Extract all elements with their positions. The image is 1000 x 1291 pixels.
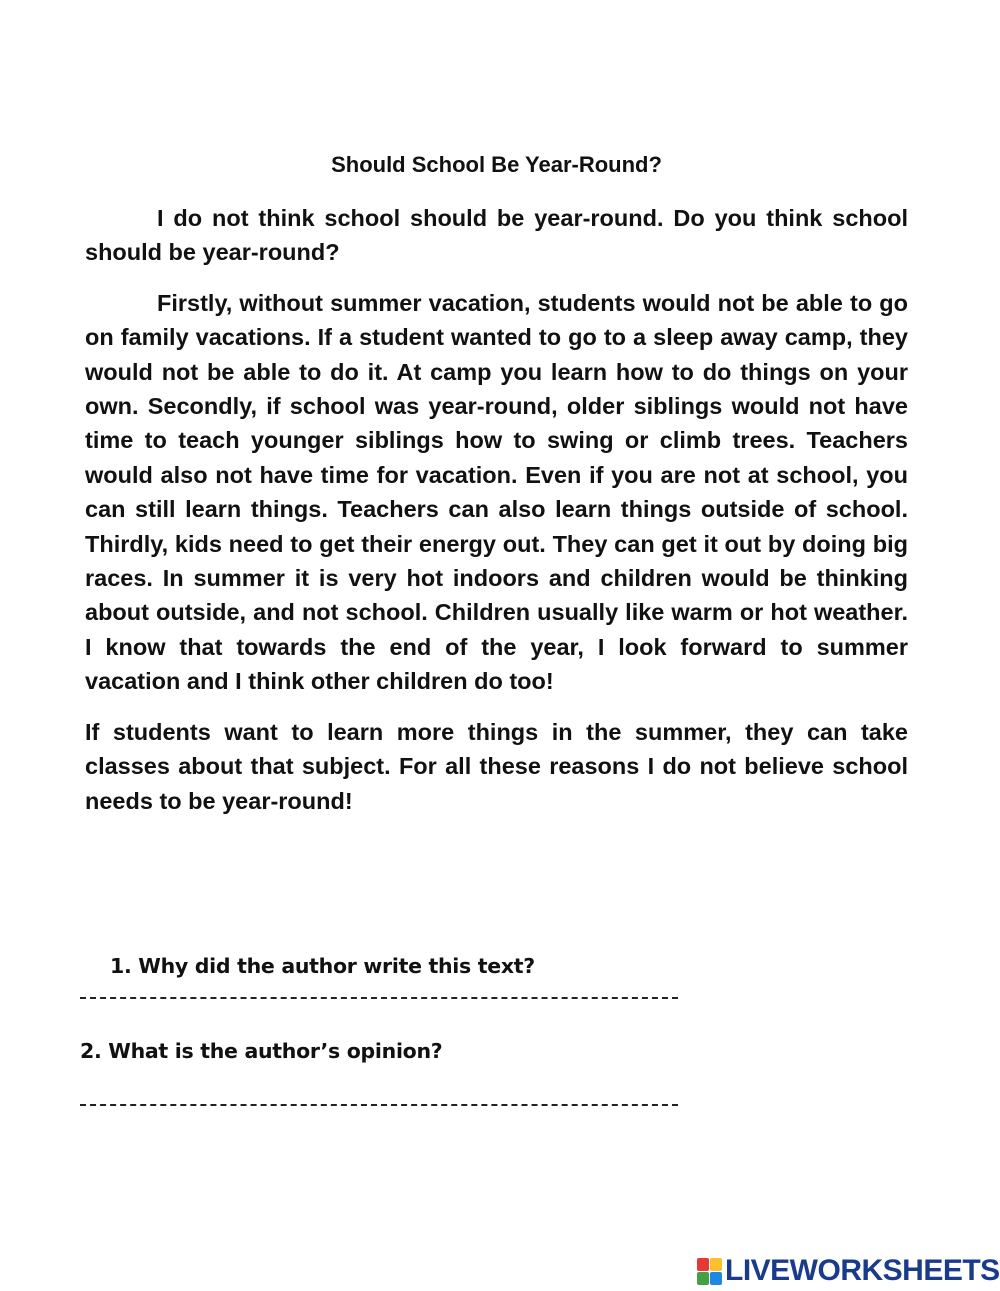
cube-logo-icon xyxy=(697,1258,721,1284)
logo-block xyxy=(697,1272,709,1285)
logo-text: LIVEWORKSHEETS xyxy=(725,1254,1000,1287)
paragraph-body: Firstly, without summer vacation, students would not be able to go on family vacations. If a student wanted to go to a sleep away camp, they would not be able to do it. At camp you learn how to do things on your own. Secondly, if school was year-round, older siblings would not have time to teach younger siblings how to swing or climb trees. Teachers would also not have time for vacation. Even if you are not at school, you can still learn things. Teachers can also learn things outside of school. Thirdly, kids need to get their energy out. They can get it out by doing big races. In summer it is very hot indoors and children would be thinking about outside, and not school. Children usually like warm or hot weather. I know that towards the end of the year, I look forward to summer vacation and I think other children do too! xyxy=(85,289,908,695)
liveworksheets-logo[interactable] xyxy=(697,1253,1000,1289)
question-1: 1. Why did the author write this text? xyxy=(110,954,535,978)
logo-block xyxy=(710,1272,722,1285)
answer-line-1[interactable] xyxy=(80,997,678,999)
paragraph-conclusion: If students want to learn more things in the summer, they can take classes about that subject. For all these reasons I do not believe school needs to be year-round! xyxy=(85,718,908,814)
essay-body xyxy=(85,201,908,834)
logo-block xyxy=(710,1258,722,1271)
question-2: 2. What is the author’s opinion? xyxy=(80,1039,443,1063)
logo-block xyxy=(697,1258,709,1271)
paragraph-intro: I do not think school should be year-round. Do you think school should be year-round? xyxy=(85,205,908,266)
document-title: Should School Be Year-Round? xyxy=(331,152,662,177)
answer-line-2[interactable] xyxy=(80,1104,678,1106)
